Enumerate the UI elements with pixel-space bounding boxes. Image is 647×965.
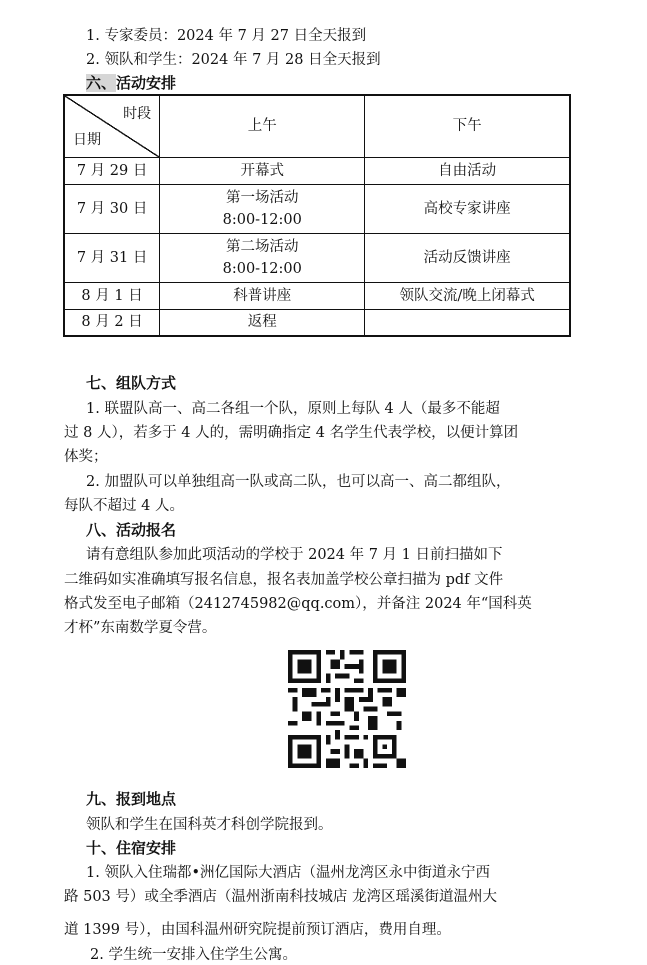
table-header-row — [64, 95, 570, 157]
header-time-label: 时段 — [123, 106, 152, 122]
section-8-line-4: 才杯”东南数学夏令营。 — [64, 620, 217, 636]
schedule-table — [63, 94, 571, 337]
registration-qr-code-icon[interactable] — [288, 650, 406, 768]
cell-am — [160, 233, 365, 282]
section-7-p1-line-1: 1. 联盟队高一、高二各组一个队，原则上每队 4 人（最多不能超 — [86, 401, 500, 417]
cell-pm: 活动反馈讲座 — [365, 233, 570, 282]
cell-date: 8 月 2 日 — [64, 309, 160, 336]
cell-date: 8 月 1 日 — [64, 282, 160, 309]
cell-am-line-2: 8:00-12:00 — [222, 260, 302, 277]
section-10-line-3: 道 1399 号），由国科温州研究院提前预订酒店，费用自理。 — [64, 922, 451, 938]
cell-date: 7 月 31 日 — [64, 233, 160, 282]
section-9-line-1: 领队和学生在国科英才科创学院报到。 — [86, 817, 333, 833]
table-row — [64, 309, 570, 336]
section-8-title: 八、活动报名 — [86, 521, 177, 539]
cell-date: 7 月 29 日 — [64, 157, 160, 184]
cell-am — [160, 184, 365, 233]
cell-am: 科普讲座 — [160, 282, 365, 309]
section-9-title: 九、报到地点 — [86, 790, 177, 808]
section-10-line-2: 路 503 号）或全季酒店（温州浙南科技城店 龙湾区瑶溪街道温州大 — [64, 889, 498, 905]
header-corner-cell — [64, 95, 160, 157]
section-10-line-4: 2. 学生统一安排入住学生公寓。 — [90, 947, 297, 963]
section-8-line-3: 格式发至电子邮箱（2412745982@qq.com），并备注 2024 年“国科英 — [64, 596, 532, 612]
section-6-number: 六、 — [86, 74, 117, 92]
section-7-title: 七、组队方式 — [86, 374, 177, 392]
report-line-1: 1. 专家委员：2024 年 7 月 27 日全天报到 — [86, 28, 367, 44]
section-7-p2-line-1: 2. 加盟队可以单独组高一队或高二队，也可以高一、高二都组队， — [86, 474, 511, 490]
cell-am-line-2: 8:00-12:00 — [222, 211, 302, 228]
cell-pm: 自由活动 — [365, 157, 570, 184]
cell-date: 7 月 30 日 — [64, 184, 160, 233]
table-row — [64, 157, 570, 184]
section-8-line-2: 二维码如实准确填写报名信息，报名表加盖学校公章扫描为 pdf 文件 — [64, 572, 504, 588]
cell-pm: 高校专家讲座 — [365, 184, 570, 233]
section-6-title: 活动安排 — [116, 74, 177, 92]
table-row — [64, 233, 570, 282]
cell-am: 返程 — [160, 309, 365, 336]
table-row — [64, 184, 570, 233]
section-6-heading — [86, 72, 176, 93]
section-7-p2-line-2: 每队不超过 4 人。 — [64, 498, 184, 514]
section-10-title: 十、住宿安排 — [86, 839, 177, 857]
section-10-line-1: 1. 领队入住瑞都•洲亿国际大酒店（温州龙湾区永中街道永宁西 — [86, 865, 490, 881]
table-row — [64, 282, 570, 309]
header-date-label: 日期 — [73, 131, 101, 148]
cell-am: 开幕式 — [160, 157, 365, 184]
section-7-p1-line-2: 过 8 人），若多于 4 人的，需明确指定 4 名学生代表学校，以便计算团 — [64, 425, 519, 441]
cell-pm — [365, 309, 570, 336]
report-line-2: 2. 领队和学生：2024 年 7 月 28 日全天报到 — [86, 52, 381, 68]
cell-am-line-1: 第一场活动 — [226, 189, 299, 206]
cell-am-line-1: 第二场活动 — [226, 238, 299, 255]
section-8-line-1: 请有意组队参加此项活动的学校于 2024 年 7 月 1 日前扫描如下 — [86, 547, 503, 563]
header-am: 上午 — [160, 95, 365, 157]
cell-pm: 领队交流/晚上闭幕式 — [365, 282, 570, 309]
section-7-p1-line-3: 体奖； — [64, 449, 108, 465]
header-pm: 下午 — [365, 95, 570, 157]
